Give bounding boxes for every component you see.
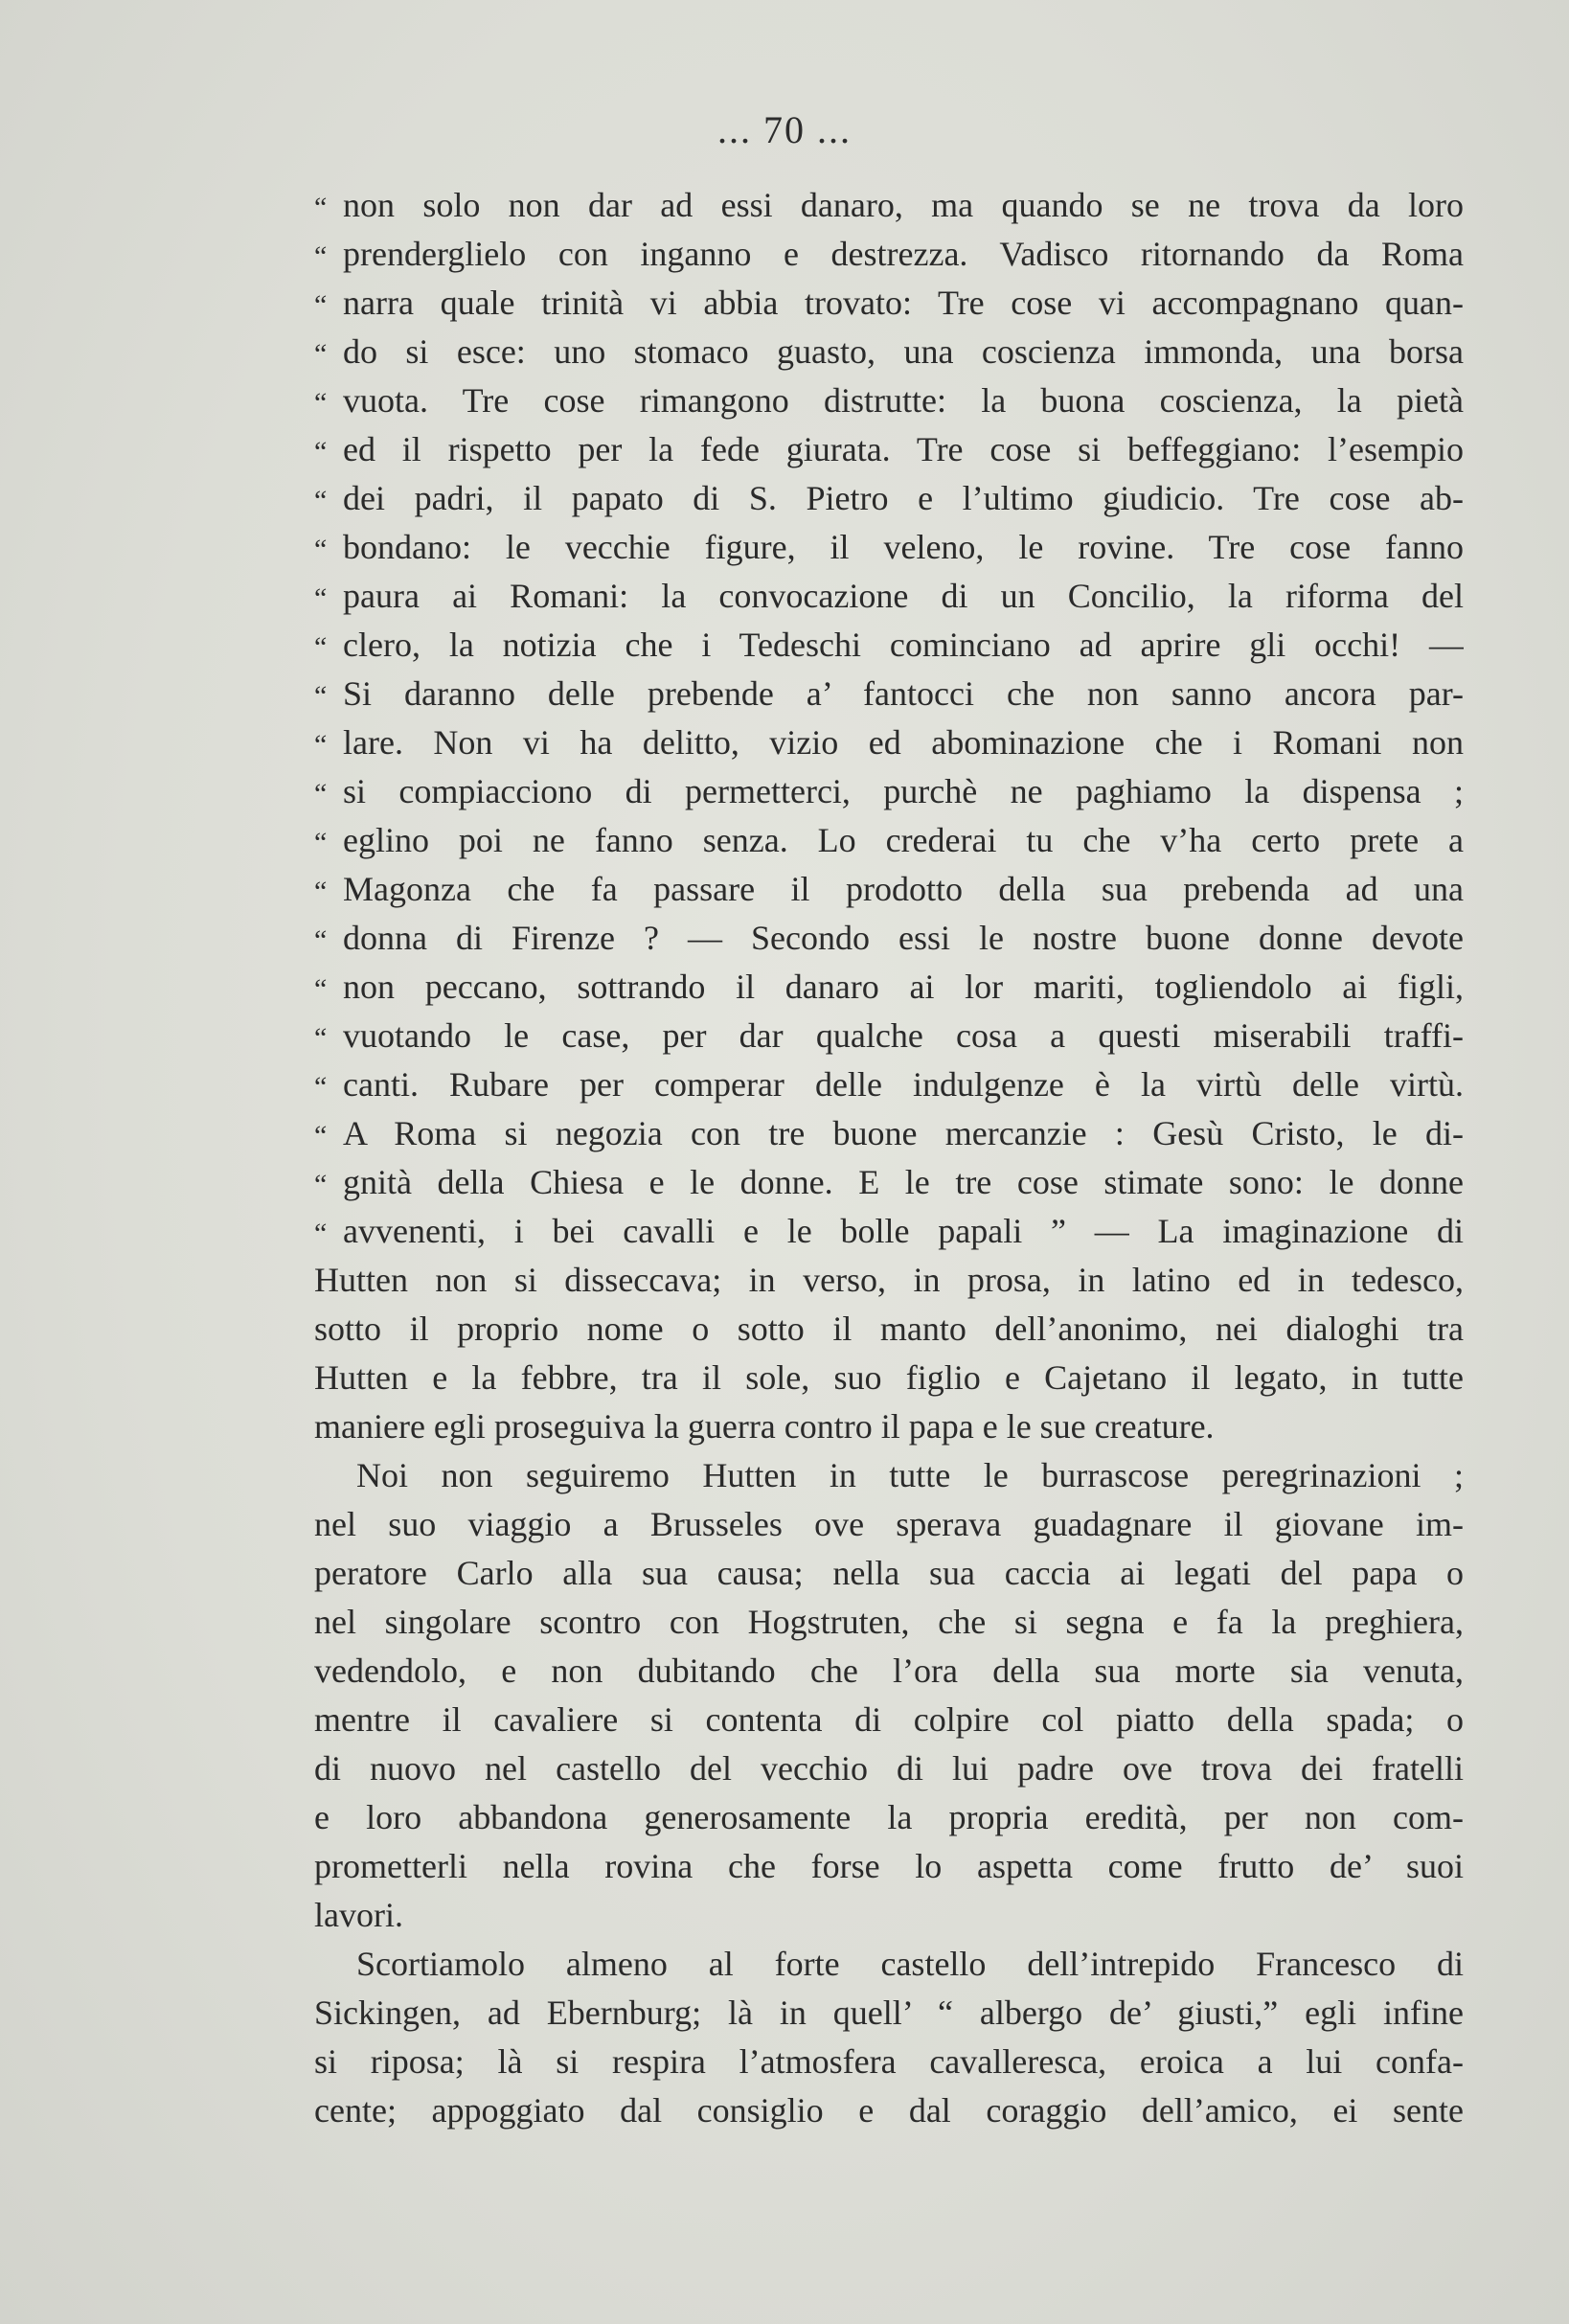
quoted-line-text: gnità della Chiesa e le donne. E le tre cose stimate sono: le donne — [343, 1163, 1464, 1201]
quote-mark: “ — [314, 1071, 328, 1103]
quoted-line-text: clero, la notizia che i Tedeschi cominciano ad aprire gli occhi! — — [343, 626, 1464, 664]
quoted-line-text: canti. Rubare per comperar delle indulgenze è la virtù delle virtù. — [343, 1065, 1464, 1104]
quoted-line — [314, 816, 1464, 865]
text-line: nel singolare scontro con Hogstruten, che si segna e fa la preghiera, — [314, 1603, 1464, 1641]
quoted-passage — [314, 181, 1464, 1256]
quoted-line — [314, 572, 1464, 621]
quoted-line — [314, 914, 1464, 963]
quote-mark: “ — [314, 192, 328, 223]
quoted-line — [314, 425, 1464, 474]
quoted-line-text: Si daranno delle prebende a’ fantocci che non sanno ancora par- — [343, 674, 1464, 713]
text-line: Noi non seguiremo Hutten in tutte le burrascose peregrinazioni ; — [356, 1456, 1464, 1494]
quoted-line — [314, 474, 1464, 523]
quote-mark: “ — [314, 436, 328, 467]
quote-mark: “ — [314, 1218, 328, 1249]
paragraph-1-continuation — [314, 1256, 1464, 1451]
text-line: lavori. — [314, 1896, 403, 1934]
quoted-line — [314, 1060, 1464, 1109]
quoted-line — [314, 376, 1464, 425]
quoted-line — [314, 1012, 1464, 1060]
page-number: ... 70 ... — [717, 108, 852, 151]
text-line: Scortiamolo almeno al forte castello dell’intrepido Francesco di — [356, 1945, 1464, 1983]
paragraph-3 — [314, 1940, 1464, 2135]
quote-mark: “ — [314, 729, 328, 761]
quoted-line — [314, 621, 1464, 670]
quote-mark: “ — [314, 1120, 328, 1151]
quoted-line-text: narra quale trinità vi abbia trovato: Tre cose vi accompagnano quan- — [343, 284, 1464, 322]
quoted-line — [314, 1207, 1464, 1256]
quoted-line-text: bondano: le vecchie figure, il veleno, le rovine. Tre cose fanno — [343, 528, 1464, 566]
quoted-line-text: ed il rispetto per la fede giurata. Tre cose si beffeggiano: l’esempio — [343, 430, 1464, 468]
quoted-line — [314, 523, 1464, 572]
quote-mark: “ — [314, 1022, 328, 1054]
text-line: maniere egli proseguiva la guerra contro il papa e le sue creature. — [314, 1407, 1215, 1446]
quoted-line — [314, 670, 1464, 718]
quote-mark: “ — [314, 338, 328, 370]
quoted-line — [314, 328, 1464, 376]
quote-mark: “ — [314, 778, 328, 809]
quote-mark: “ — [314, 973, 328, 1005]
quote-mark: “ — [314, 485, 328, 516]
quoted-line-text: Magonza che fa passare il prodotto della sua prebenda ad una — [343, 870, 1464, 908]
quoted-line-text: non peccano, sottrando il danaro ai lor mariti, togliendolo ai figli, — [343, 968, 1464, 1006]
quote-mark: “ — [314, 534, 328, 565]
quoted-line-text: vuotando le case, per dar qualche cosa a questi miserabili traffi- — [343, 1016, 1464, 1055]
quoted-line — [314, 279, 1464, 328]
quoted-line-text: A Roma si negozia con tre buone mercanzie : Gesù Cristo, le di- — [343, 1114, 1464, 1152]
quoted-line-text: do si esce: uno stomaco guasto, una coscienza immonda, una borsa — [343, 332, 1464, 371]
quoted-line — [314, 1109, 1464, 1158]
text-line: si riposa; là si respira l’atmosfera cavalleresca, eroica a lui confa- — [314, 2042, 1464, 2081]
quote-mark: “ — [314, 289, 328, 321]
quoted-line-text: eglino poi ne fanno senza. Lo crederai tu che v’ha certo prete a — [343, 821, 1464, 859]
quoted-line — [314, 181, 1464, 230]
quoted-line-text: prenderglielo con inganno e destrezza. Vadisco ritornando da Roma — [343, 235, 1464, 273]
quoted-line-text: lare. Non vi ha delitto, vizio ed abominazione che i Romani non — [343, 723, 1464, 762]
text-line: prometterli nella rovina che forse lo aspetta come frutto de’ suoi — [314, 1847, 1464, 1885]
text-line: di nuovo nel castello del vecchio di lui padre ove trova dei fratelli — [314, 1749, 1464, 1788]
paragraph-2 — [314, 1451, 1464, 1940]
quoted-line-text: si compiacciono di permetterci, purchè ne paghiamo la dispensa ; — [343, 772, 1464, 810]
text-line: sotto il proprio nome o sotto il manto dell’anonimo, nei dialoghi tra — [314, 1310, 1464, 1348]
quoted-line — [314, 718, 1464, 767]
quote-mark: “ — [314, 582, 328, 614]
quote-mark: “ — [314, 240, 328, 272]
quoted-line — [314, 230, 1464, 279]
text-line: e loro abbandona generosamente la propria eredità, per non com- — [314, 1798, 1464, 1836]
quoted-line — [314, 865, 1464, 914]
quoted-line-text: paura ai Romani: la convocazione di un Concilio, la riforma del — [343, 577, 1464, 615]
text-line: Hutten e la febbre, tra il sole, suo figlio e Cajetano il legato, in tutte — [314, 1358, 1464, 1397]
quoted-line-text: dei padri, il papato di S. Pietro e l’ultimo giudicio. Tre cose ab- — [343, 479, 1464, 517]
text-line: nel suo viaggio a Brusseles ove sperava guadagnare il giovane im- — [314, 1505, 1464, 1543]
text-line: peratore Carlo alla sua causa; nella sua caccia ai legati del papa o — [314, 1554, 1464, 1592]
quoted-line-text: non solo non dar ad essi danaro, ma quando se ne trova da loro — [343, 186, 1464, 224]
text-line: Hutten non si disseccava; in verso, in prosa, in latino ed in tedesco, — [314, 1261, 1464, 1299]
quoted-line — [314, 1158, 1464, 1207]
quote-mark: “ — [314, 876, 328, 907]
quote-mark: “ — [314, 924, 328, 956]
text-line: mentre il cavaliere si contenta di colpire col piatto della spada; o — [314, 1700, 1464, 1739]
quote-mark: “ — [314, 631, 328, 663]
quote-mark: “ — [314, 827, 328, 858]
text-line: vedendolo, e non dubitando che l’ora della sua morte sia venuta, — [314, 1652, 1464, 1690]
quoted-line-text: avvenenti, i bei cavalli e le bolle papali ” — La imaginazione di — [343, 1212, 1464, 1250]
quote-mark: “ — [314, 680, 328, 712]
quoted-line — [314, 767, 1464, 816]
quote-mark: “ — [314, 1169, 328, 1200]
text-line: Sickingen, ad Ebernburg; là in quell’ “ albergo de’ giusti,” egli infine — [314, 1994, 1464, 2032]
quote-mark: “ — [314, 387, 328, 419]
quoted-line-text: donna di Firenze ? — Secondo essi le nostre buone donne devote — [343, 919, 1464, 957]
quoted-line-text: vuota. Tre cose rimangono distrutte: la buona coscienza, la pietà — [343, 381, 1464, 420]
body-text — [314, 181, 1464, 2135]
quoted-line — [314, 963, 1464, 1012]
text-line: cente; appoggiato dal consiglio e dal coraggio dell’amico, ei sente — [314, 2091, 1464, 2130]
